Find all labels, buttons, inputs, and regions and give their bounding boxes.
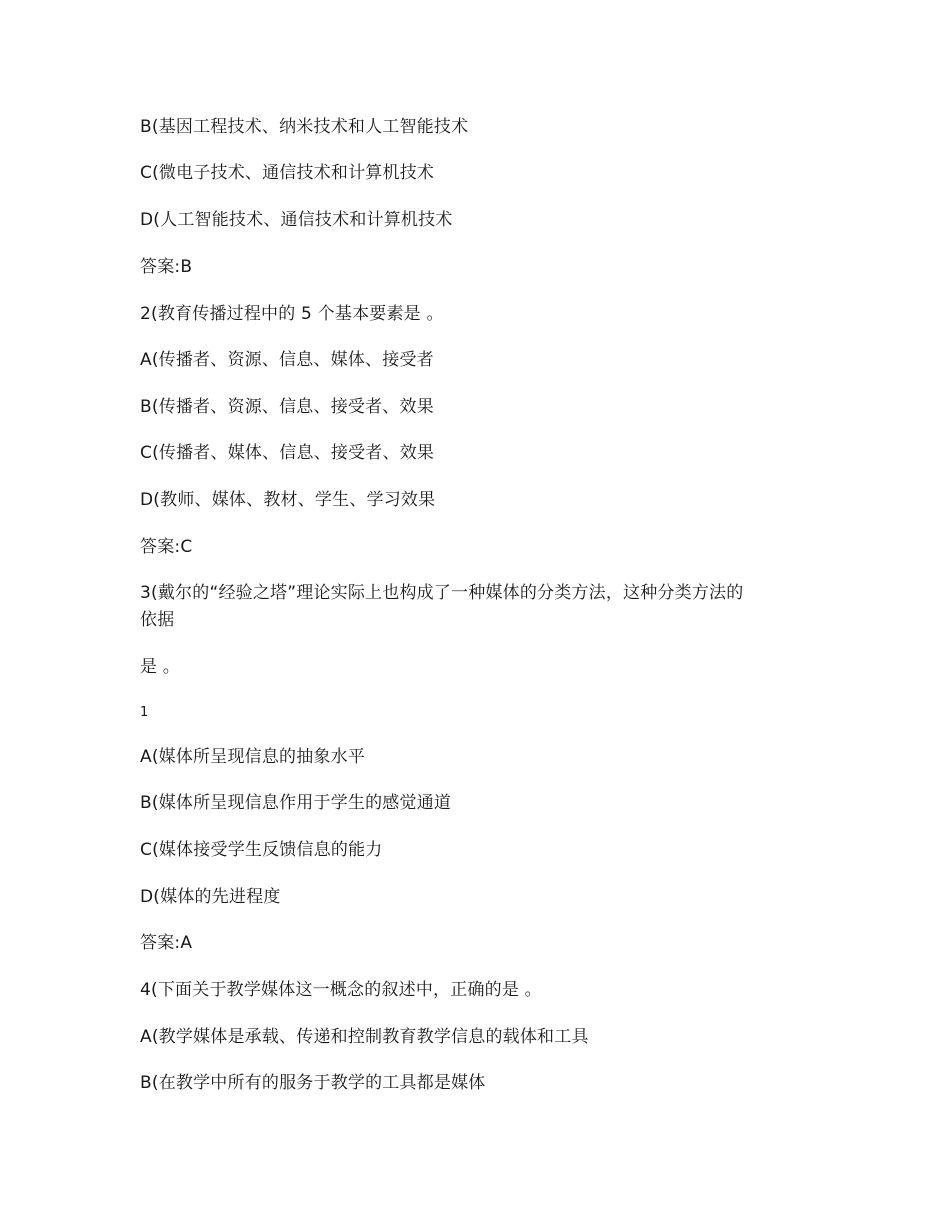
answer-q1: 答案:B xyxy=(140,257,193,277)
option-b-q4: B(在教学中所有的服务于教学的工具都是媒体 xyxy=(140,1073,486,1093)
question-3-continued: 依据 xyxy=(140,610,175,630)
question-3: 3(戴尔的“经验之塔”理论实际上也构成了一种媒体的分类方法，这种分类方法的 xyxy=(140,583,744,603)
option-a-q2: A(传播者、资源、信息、媒体、接受者 xyxy=(140,350,434,370)
option-c-q3: C(媒体接受学生反馈信息的能力 xyxy=(140,840,383,860)
option-b-q2: B(传播者、资源、信息、接受者、效果 xyxy=(140,397,434,417)
option-a-q3: A(媒体所呈现信息的抽象水平 xyxy=(140,747,366,767)
answer-q2: 答案:C xyxy=(140,537,193,557)
question-4: 4(下面关于教学媒体这一概念的叙述中，正确的是 。 xyxy=(140,980,542,1000)
option-b-q3: B(媒体所呈现信息作用于学生的感觉通道 xyxy=(140,793,452,813)
answer-q3: 答案:A xyxy=(140,933,193,953)
option-d-q1: D(人工智能技术、通信技术和计算机技术 xyxy=(140,210,453,230)
question-2: 2(教育传播过程中的 5 个基本要素是 。 xyxy=(140,304,444,324)
option-b-q1: B(基因工程技术、纳米技术和人工智能技术 xyxy=(140,117,469,137)
option-d-q3: D(媒体的先进程度 xyxy=(140,887,281,907)
option-d-q2: D(教师、媒体、教材、学生、学习效果 xyxy=(140,490,436,510)
page-number: 1 xyxy=(140,705,149,720)
option-c-q1: C(微电子技术、通信技术和计算机技术 xyxy=(140,163,435,183)
option-a-q4: A(教学媒体是承载、传递和控制教育教学信息的载体和工具 xyxy=(140,1027,589,1047)
question-3-end: 是 。 xyxy=(140,657,181,677)
option-c-q2: C(传播者、媒体、信息、接受者、效果 xyxy=(140,443,435,463)
